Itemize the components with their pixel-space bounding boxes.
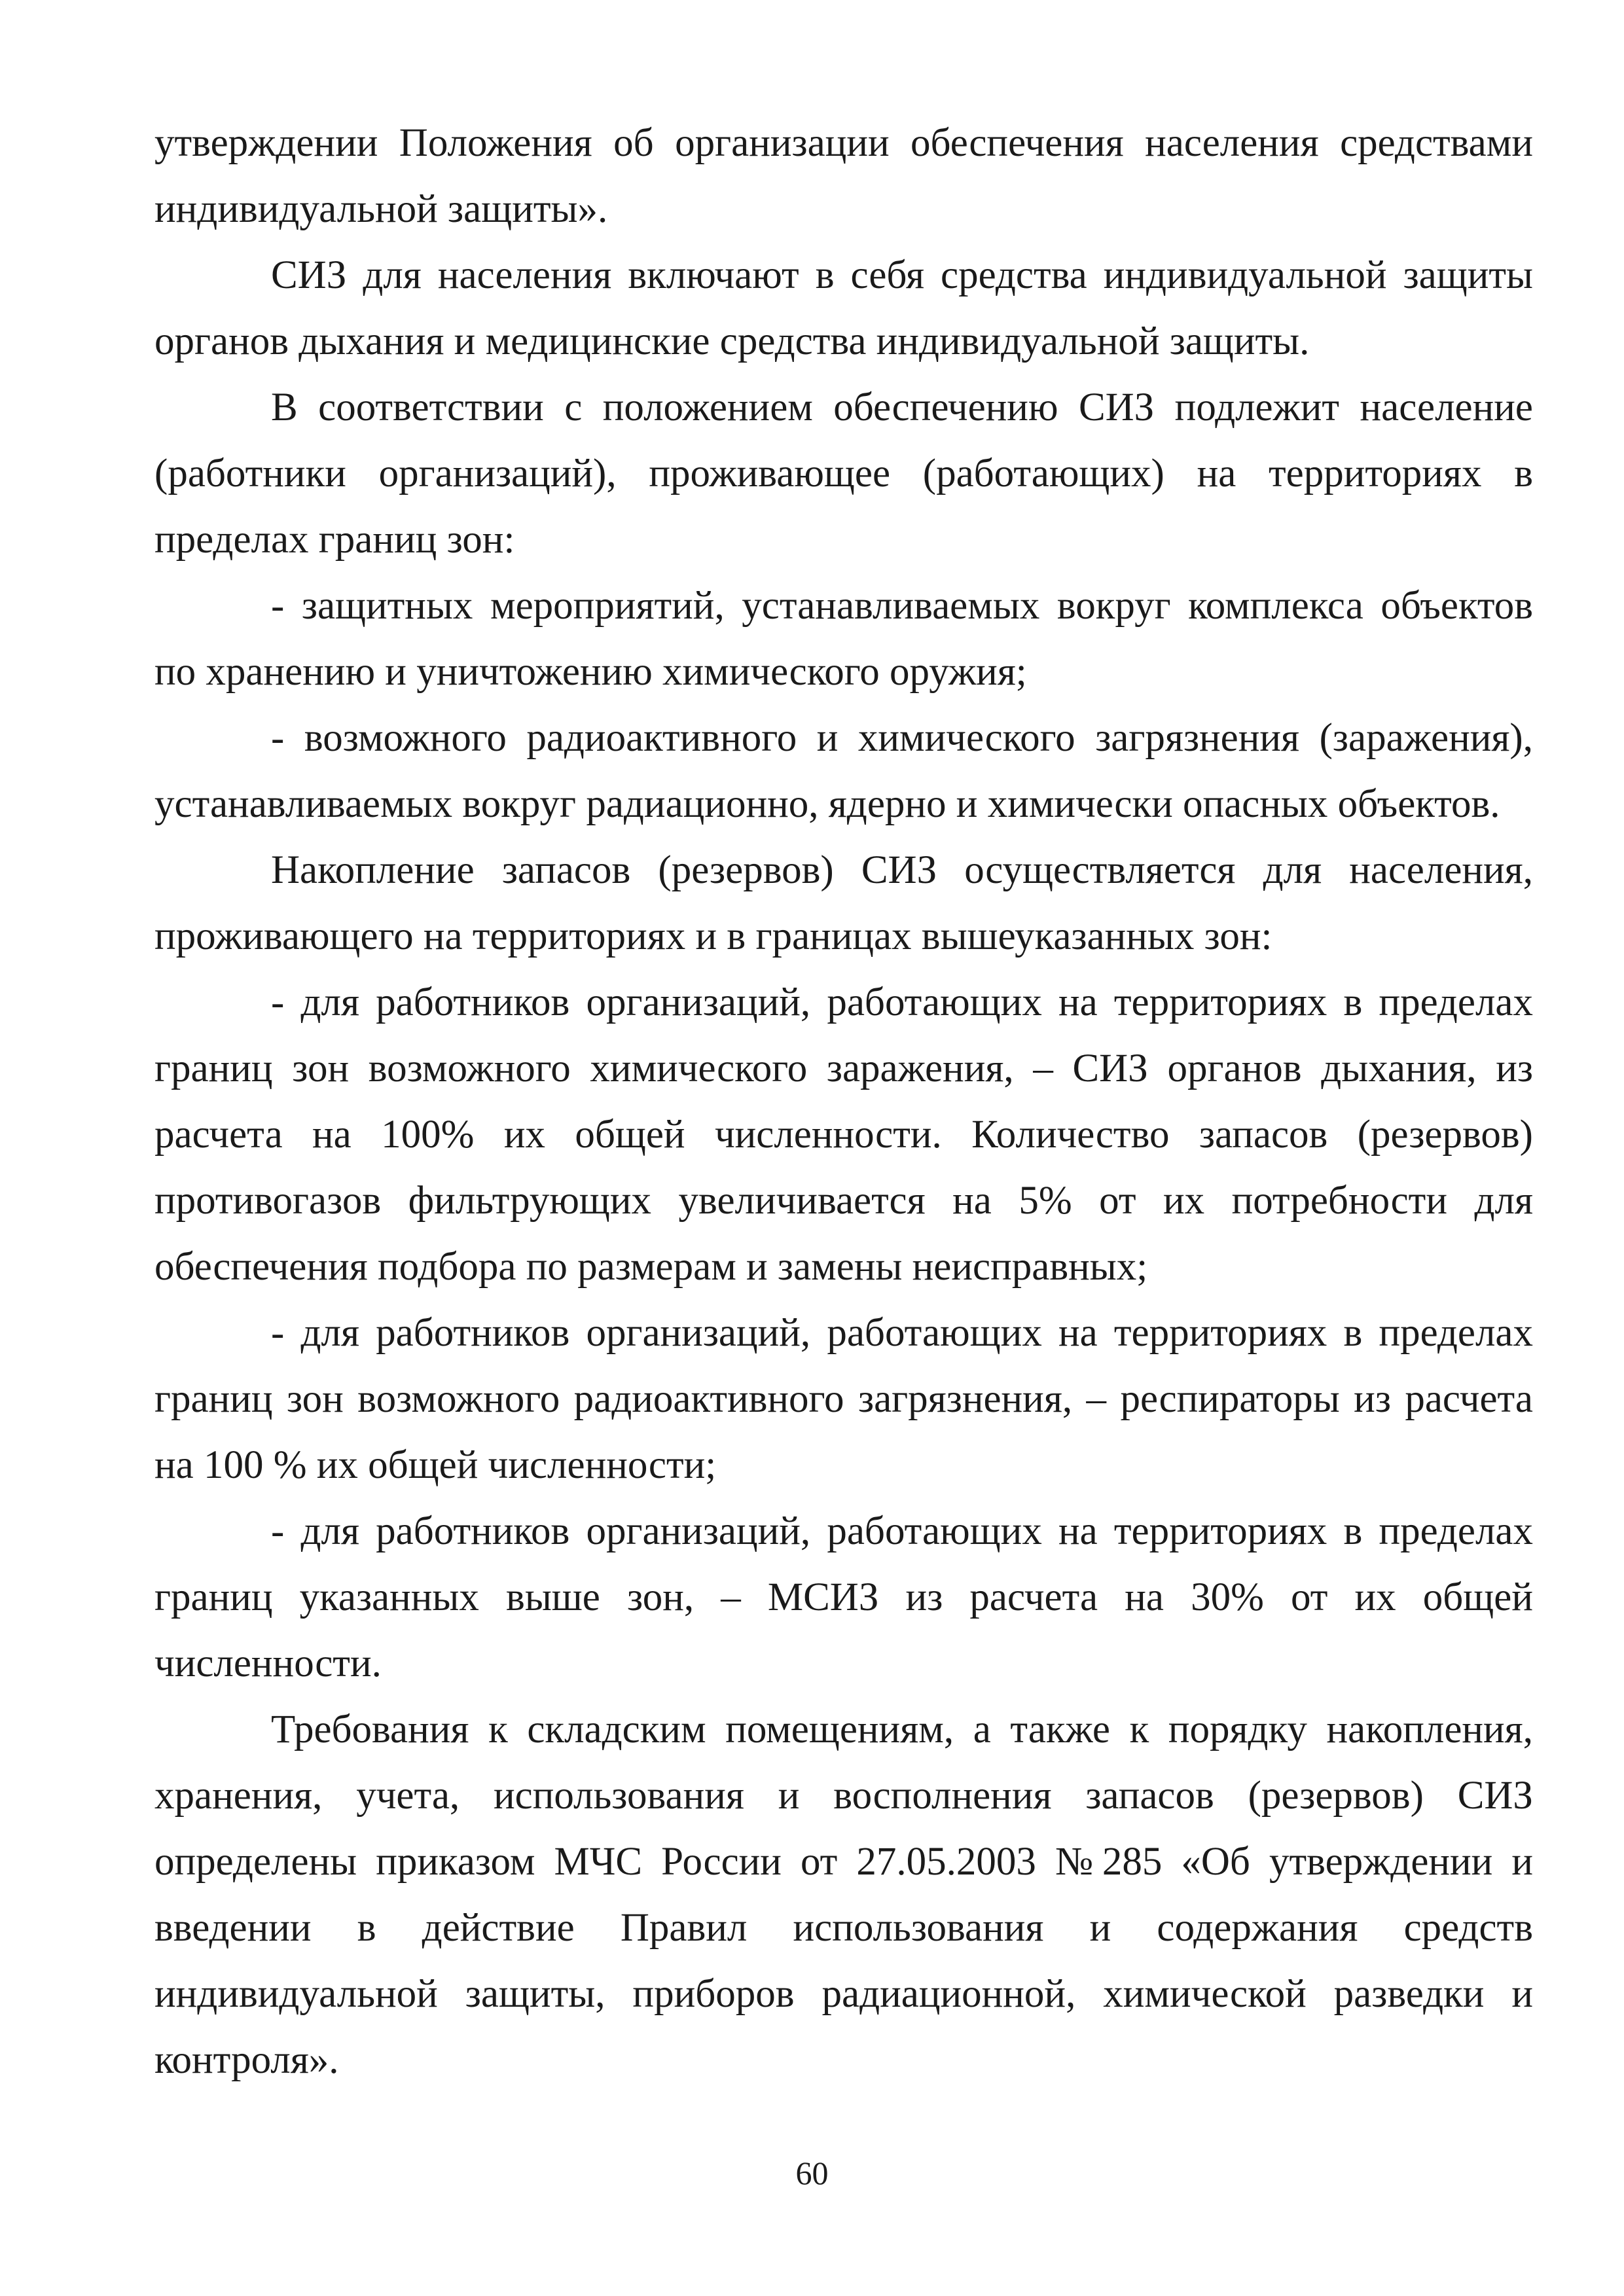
list-item-msiz-workers: - для работников организаций, работающих на территориях в пределах границ указанных выше зон, – МСИЗ из расчета на 30% от их общей численности. <box>154 1509 1533 1685</box>
page-number: 60 <box>795 2155 829 2191</box>
paragraph-continuation: утверждении Положения об организации обеспечения населения средствами индивидуальной защиты». <box>154 121 1533 231</box>
list-item-contamination-zone: - возможного радиоактивного и химического загрязнения (заражения), устанавливаемых вокруг радиационно, ядерно и химически опасных объектов. <box>154 716 1533 826</box>
list-item-chemical-zone-workers: - для работников организаций, работающих на территориях в пределах границ зон возможного химического заражения, – СИЗ органов дыхания, из расчета на 100% их общей численности. Количество запасов (резервов) противогазов фильтрующих увеличивается на 5% от их потребности для обеспечения подбора по размерам и замены неисправных; <box>154 980 1533 1289</box>
paragraph-stockpile-accumulation: Накопление запасов (резервов) СИЗ осуществляется для населения, проживающего на территориях и в границах вышеуказанных зон: <box>154 848 1533 958</box>
paragraph-siz-composition: СИЗ для населения включают в себя средства индивидуальной защиты органов дыхания и медицинские средства индивидуальной защиты. <box>154 253 1533 363</box>
body-text <box>154 110 1533 2093</box>
list-item-radioactive-zone-workers: - для работников организаций, работающих на территориях в пределах границ зон возможного радиоактивного загрязнения, – респираторы из расчета на 100 % их общей численности; <box>154 1311 1533 1487</box>
paragraph-provision-scope: В соответствии с положением обеспечению СИЗ подлежит население (работники организаций), проживающее (работающих) на территориях в пределах границ зон: <box>154 386 1533 562</box>
list-item-protective-measures-zone: - защитных мероприятий, устанавливаемых вокруг комплекса объектов по хранению и уничтожению химического оружия; <box>154 584 1533 694</box>
paragraph-storage-requirements: Требования к складским помещениям, а также к порядку накопления, хранения, учета, использования и восполнения запасов (резервов) СИЗ определены приказом МЧС России от 27.05.2003 №285 «Об утверждении и введении в действие Правил использования и содержания средств индивидуальной защиты, приборов радиационной, химической разведки и контроля». <box>154 1708 1533 2082</box>
